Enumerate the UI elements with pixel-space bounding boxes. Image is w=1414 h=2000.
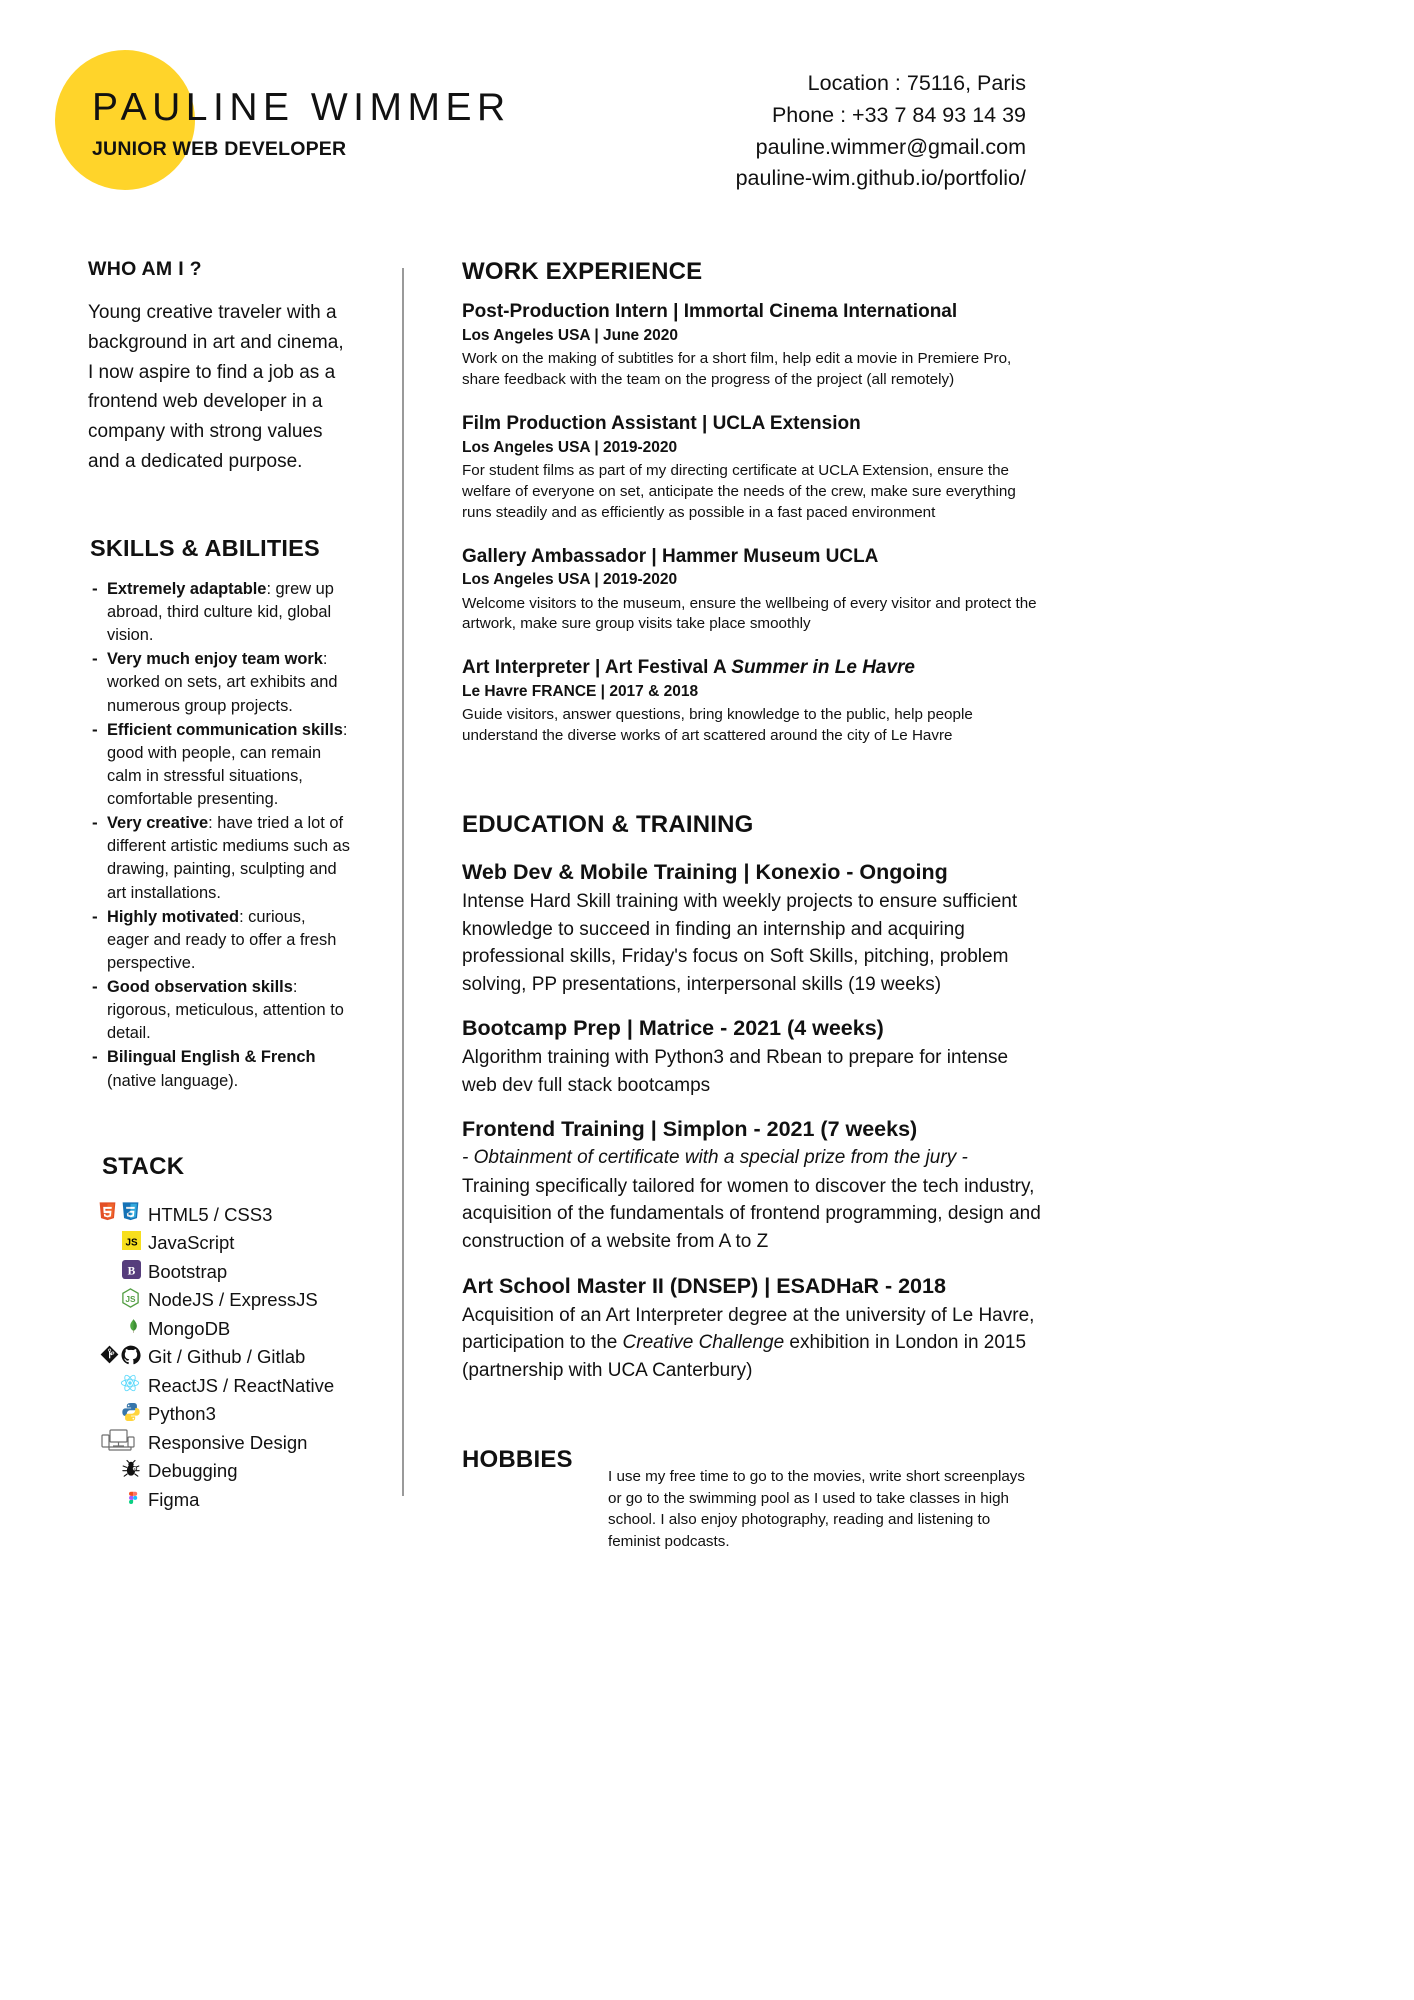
stack-list bbox=[88, 1201, 350, 1515]
skill-item bbox=[88, 812, 350, 905]
main-column bbox=[462, 258, 1042, 1552]
javascript-icon bbox=[122, 1231, 141, 1255]
bullet-dash-icon: - bbox=[92, 649, 98, 669]
work-experience-list bbox=[462, 300, 1042, 747]
stack-item-icons bbox=[88, 1402, 148, 1427]
job-description: Work on the making of subtitles for a short film, help edit a movie in Premiere Pro, share feedback with the team on the progress of the project (all remotely) bbox=[462, 349, 1012, 388]
stack-item-label: JavaScript bbox=[148, 1232, 235, 1254]
skill-item bbox=[88, 976, 350, 1045]
work-experience-entry bbox=[462, 545, 1042, 636]
stack-item bbox=[88, 1372, 350, 1401]
education-title: Frontend Training | Simplon - 2021 (7 weeks) bbox=[462, 1117, 918, 1142]
stack-item bbox=[88, 1229, 350, 1258]
skill-lead: Good observation skills bbox=[107, 978, 293, 997]
bug-icon bbox=[121, 1459, 141, 1484]
contact-email[interactable]: pauline.wimmer@gmail.com bbox=[755, 134, 1026, 159]
contact-block bbox=[736, 68, 1026, 195]
stack-item bbox=[88, 1315, 350, 1344]
about-text: Young creative traveler with a background in art and cinema, I now aspire to find a job as a frontend web developer in a company with strong values and a dedicated purpose. bbox=[88, 302, 344, 473]
education-entry bbox=[462, 1273, 1042, 1385]
stack-item-icons bbox=[88, 1487, 148, 1512]
column-divider bbox=[402, 268, 404, 1496]
stack-item bbox=[88, 1258, 350, 1287]
skills-list bbox=[88, 578, 350, 1093]
skill-detail: : worked on sets, art exhibits and numerous group projects. bbox=[107, 650, 338, 715]
job-description: Welcome visitors to the museum, ensure the wellbeing of every visitor and protect the artwork, make sure group visits take place smoothly bbox=[462, 594, 1037, 633]
skill-detail: (native language). bbox=[107, 1071, 239, 1090]
education-description-emphasis: Creative Challenge bbox=[622, 1332, 785, 1354]
skill-item bbox=[88, 906, 350, 975]
skill-item bbox=[88, 719, 350, 812]
skill-detail: : have tried a lot of different artistic mediums such as drawing, painting, sculpting and art installations. bbox=[107, 814, 350, 902]
stack-item-label: HTML5 / CSS3 bbox=[148, 1203, 273, 1225]
contact-location: Location : 75116, Paris bbox=[807, 71, 1026, 95]
responsive-icon bbox=[101, 1428, 141, 1457]
html5-icon bbox=[97, 1201, 118, 1228]
identity-block bbox=[92, 88, 511, 161]
work-experience-heading: WORK EXPERIENCE bbox=[462, 258, 703, 285]
skill-detail: : curious, eager and ready to offer a fresh perspective. bbox=[107, 907, 337, 972]
stack-item-label: NodeJS / ExpressJS bbox=[148, 1289, 318, 1311]
stack-heading: STACK bbox=[102, 1152, 185, 1180]
job-role: Art Interpreter | Art Festival A Summer in Le Havre bbox=[462, 657, 916, 679]
education-heading: EDUCATION & TRAINING bbox=[462, 811, 754, 839]
stack-item-icons bbox=[88, 1345, 148, 1370]
education-title: Art School Master II (DNSEP) | ESADHaR - 2018 bbox=[462, 1273, 946, 1298]
stack-item bbox=[88, 1429, 350, 1458]
stack-item-label: Python3 bbox=[148, 1403, 216, 1425]
bullet-dash-icon: - bbox=[92, 719, 98, 739]
python-icon bbox=[121, 1402, 141, 1427]
stack-item-label: Git / Github / Gitlab bbox=[148, 1346, 306, 1368]
stack-item-label: ReactJS / ReactNative bbox=[148, 1374, 335, 1396]
contact-phone: Phone : +33 7 84 93 14 39 bbox=[771, 102, 1026, 127]
svg-text:JS: JS bbox=[125, 1293, 136, 1304]
education-description: Acquisition of an Art Interpreter degree at the university of Le Havre, participation to the Creative Challenge exhibition in London in 2015 (partnership with UCA Canterbury) bbox=[462, 1304, 1035, 1381]
skill-lead: Bilingual English & French bbox=[107, 1048, 316, 1067]
skill-lead: Very much enjoy team work bbox=[107, 650, 323, 669]
stack-item bbox=[88, 1286, 350, 1315]
stack-item-label: Responsive Design bbox=[148, 1431, 308, 1453]
hobbies-text: I use my free time to go to the movies, write short screenplays or go to the swimming pool as I used to take classes in high school. I also enjoy photography, reading and listening to feminist podcasts. bbox=[608, 1468, 1025, 1550]
stack-item-icons bbox=[88, 1260, 148, 1284]
skill-lead: Efficient communication skills bbox=[107, 720, 343, 739]
education-note: - Obtainment of certificate with a special prize from the jury - bbox=[462, 1147, 968, 1169]
stack-item-icons bbox=[88, 1373, 148, 1398]
skill-lead: Very creative bbox=[107, 814, 209, 833]
bullet-dash-icon: - bbox=[92, 578, 98, 598]
work-experience-entry bbox=[462, 300, 1042, 391]
stack-item-label: MongoDB bbox=[148, 1317, 231, 1339]
svg-text:db: db bbox=[133, 1467, 136, 1472]
education-description: Intense Hard Skill training with weekly projects to ensure sufficient knowledge to succeed in finding an internship and acquiring professional skills, Friday's focus on Soft Skills, pitching, problem solving, PP presentations, interpersonal skills (19 weeks) bbox=[462, 891, 1018, 995]
job-role: Film Production Assistant | UCLA Extension bbox=[462, 412, 861, 434]
sidebar-column bbox=[88, 258, 350, 1514]
education-description: Algorithm training with Python3 and Rbean to prepare for intense web dev full stack bootcamps bbox=[462, 1047, 1009, 1096]
job-location-date: Los Angeles USA | 2019-2020 bbox=[462, 438, 678, 456]
stack-item-icons bbox=[88, 1459, 148, 1484]
job-location-date: Le Havre FRANCE | 2017 & 2018 bbox=[462, 683, 699, 701]
skill-item bbox=[88, 648, 350, 717]
skill-lead: Highly motivated bbox=[107, 907, 240, 926]
hobbies-heading: HOBBIES bbox=[462, 1446, 573, 1474]
job-role: Gallery Ambassador | Hammer Museum UCLA bbox=[462, 545, 879, 567]
work-experience-entry bbox=[462, 656, 1042, 747]
page-title: PAULINE WIMMER bbox=[92, 86, 511, 129]
skill-item bbox=[88, 1046, 350, 1092]
skill-detail: : good with people, can remain calm in stressful situations, comfortable presenting. bbox=[107, 720, 348, 809]
stack-item-label: Bootstrap bbox=[148, 1260, 228, 1282]
stack-item-label: Debugging bbox=[148, 1460, 238, 1482]
work-experience-entry bbox=[462, 412, 1042, 524]
figma-icon bbox=[127, 1487, 141, 1512]
nodejs-icon bbox=[120, 1287, 141, 1314]
bootstrap-icon bbox=[122, 1260, 141, 1284]
about-heading: WHO AM I ? bbox=[88, 258, 202, 280]
stack-item bbox=[88, 1201, 350, 1230]
skill-lead: Extremely adaptable bbox=[107, 579, 267, 598]
skills-heading: SKILLS & ABILITIES bbox=[90, 534, 320, 561]
stack-item-icons bbox=[88, 1231, 148, 1255]
education-description: Training specifically tailored for women to discover the tech industry, acquisition of the fundamentals of frontend programming, design and construction of a website from A to Z bbox=[462, 1175, 1041, 1253]
education-title: Web Dev & Mobile Training | Konexio - Ongoing bbox=[462, 860, 948, 885]
stack-item-icons bbox=[88, 1315, 148, 1342]
git-icon bbox=[100, 1345, 119, 1369]
css3-icon bbox=[120, 1201, 141, 1228]
stack-item bbox=[88, 1400, 350, 1429]
contact-portfolio-link[interactable]: pauline-wim.github.io/portfolio/ bbox=[735, 166, 1026, 191]
job-role-emphasis: Summer in Le Havre bbox=[731, 657, 916, 679]
bullet-dash-icon: - bbox=[92, 977, 98, 997]
skill-detail: : grew up abroad, third culture kid, global vision. bbox=[107, 579, 334, 645]
bullet-dash-icon: - bbox=[92, 906, 98, 926]
mongodb-icon bbox=[126, 1315, 141, 1342]
stack-item-icons bbox=[88, 1287, 148, 1314]
stack-item bbox=[88, 1457, 350, 1486]
github-icon bbox=[121, 1345, 141, 1370]
education-list bbox=[462, 859, 1042, 1384]
job-description: Guide visitors, answer questions, bring knowledge to the public, help people understand the diverse works of art scattered around the city of Le Havre bbox=[462, 706, 973, 745]
education-entry bbox=[462, 1116, 1042, 1255]
stack-item-icons bbox=[88, 1428, 148, 1457]
job-location-date: Los Angeles USA | June 2020 bbox=[462, 326, 678, 344]
svg-text:B: B bbox=[127, 1265, 136, 1278]
job-description: For student films as part of my directing certificate at UCLA Extension, ensure the welfare of everyone on set, anticipate the needs of the crew, make sure everything runs steadily and as efficiently as possible in a fast paced environment bbox=[462, 461, 1016, 521]
job-title: JUNIOR WEB DEVELOPER bbox=[92, 137, 347, 160]
education-entry bbox=[462, 859, 1042, 998]
job-role: Post-Production Intern | Immortal Cinema International bbox=[462, 301, 958, 322]
bullet-dash-icon: - bbox=[92, 1047, 98, 1067]
education-title: Bootcamp Prep | Matrice - 2021 (4 weeks) bbox=[462, 1016, 884, 1041]
stack-item-icons bbox=[88, 1201, 148, 1228]
education-entry bbox=[462, 1015, 1042, 1099]
resume-header bbox=[0, 0, 1414, 230]
stack-item-label: Figma bbox=[148, 1488, 200, 1510]
react-icon bbox=[119, 1373, 141, 1398]
job-location-date: Los Angeles USA | 2019-2020 bbox=[462, 571, 678, 589]
stack-item bbox=[88, 1486, 350, 1515]
svg-text:JS: JS bbox=[125, 1237, 138, 1249]
stack-item bbox=[88, 1343, 350, 1372]
skill-detail: : rigorous, meticulous, attention to detail. bbox=[107, 978, 344, 1043]
bullet-dash-icon: - bbox=[92, 813, 98, 833]
skill-item bbox=[88, 578, 350, 647]
